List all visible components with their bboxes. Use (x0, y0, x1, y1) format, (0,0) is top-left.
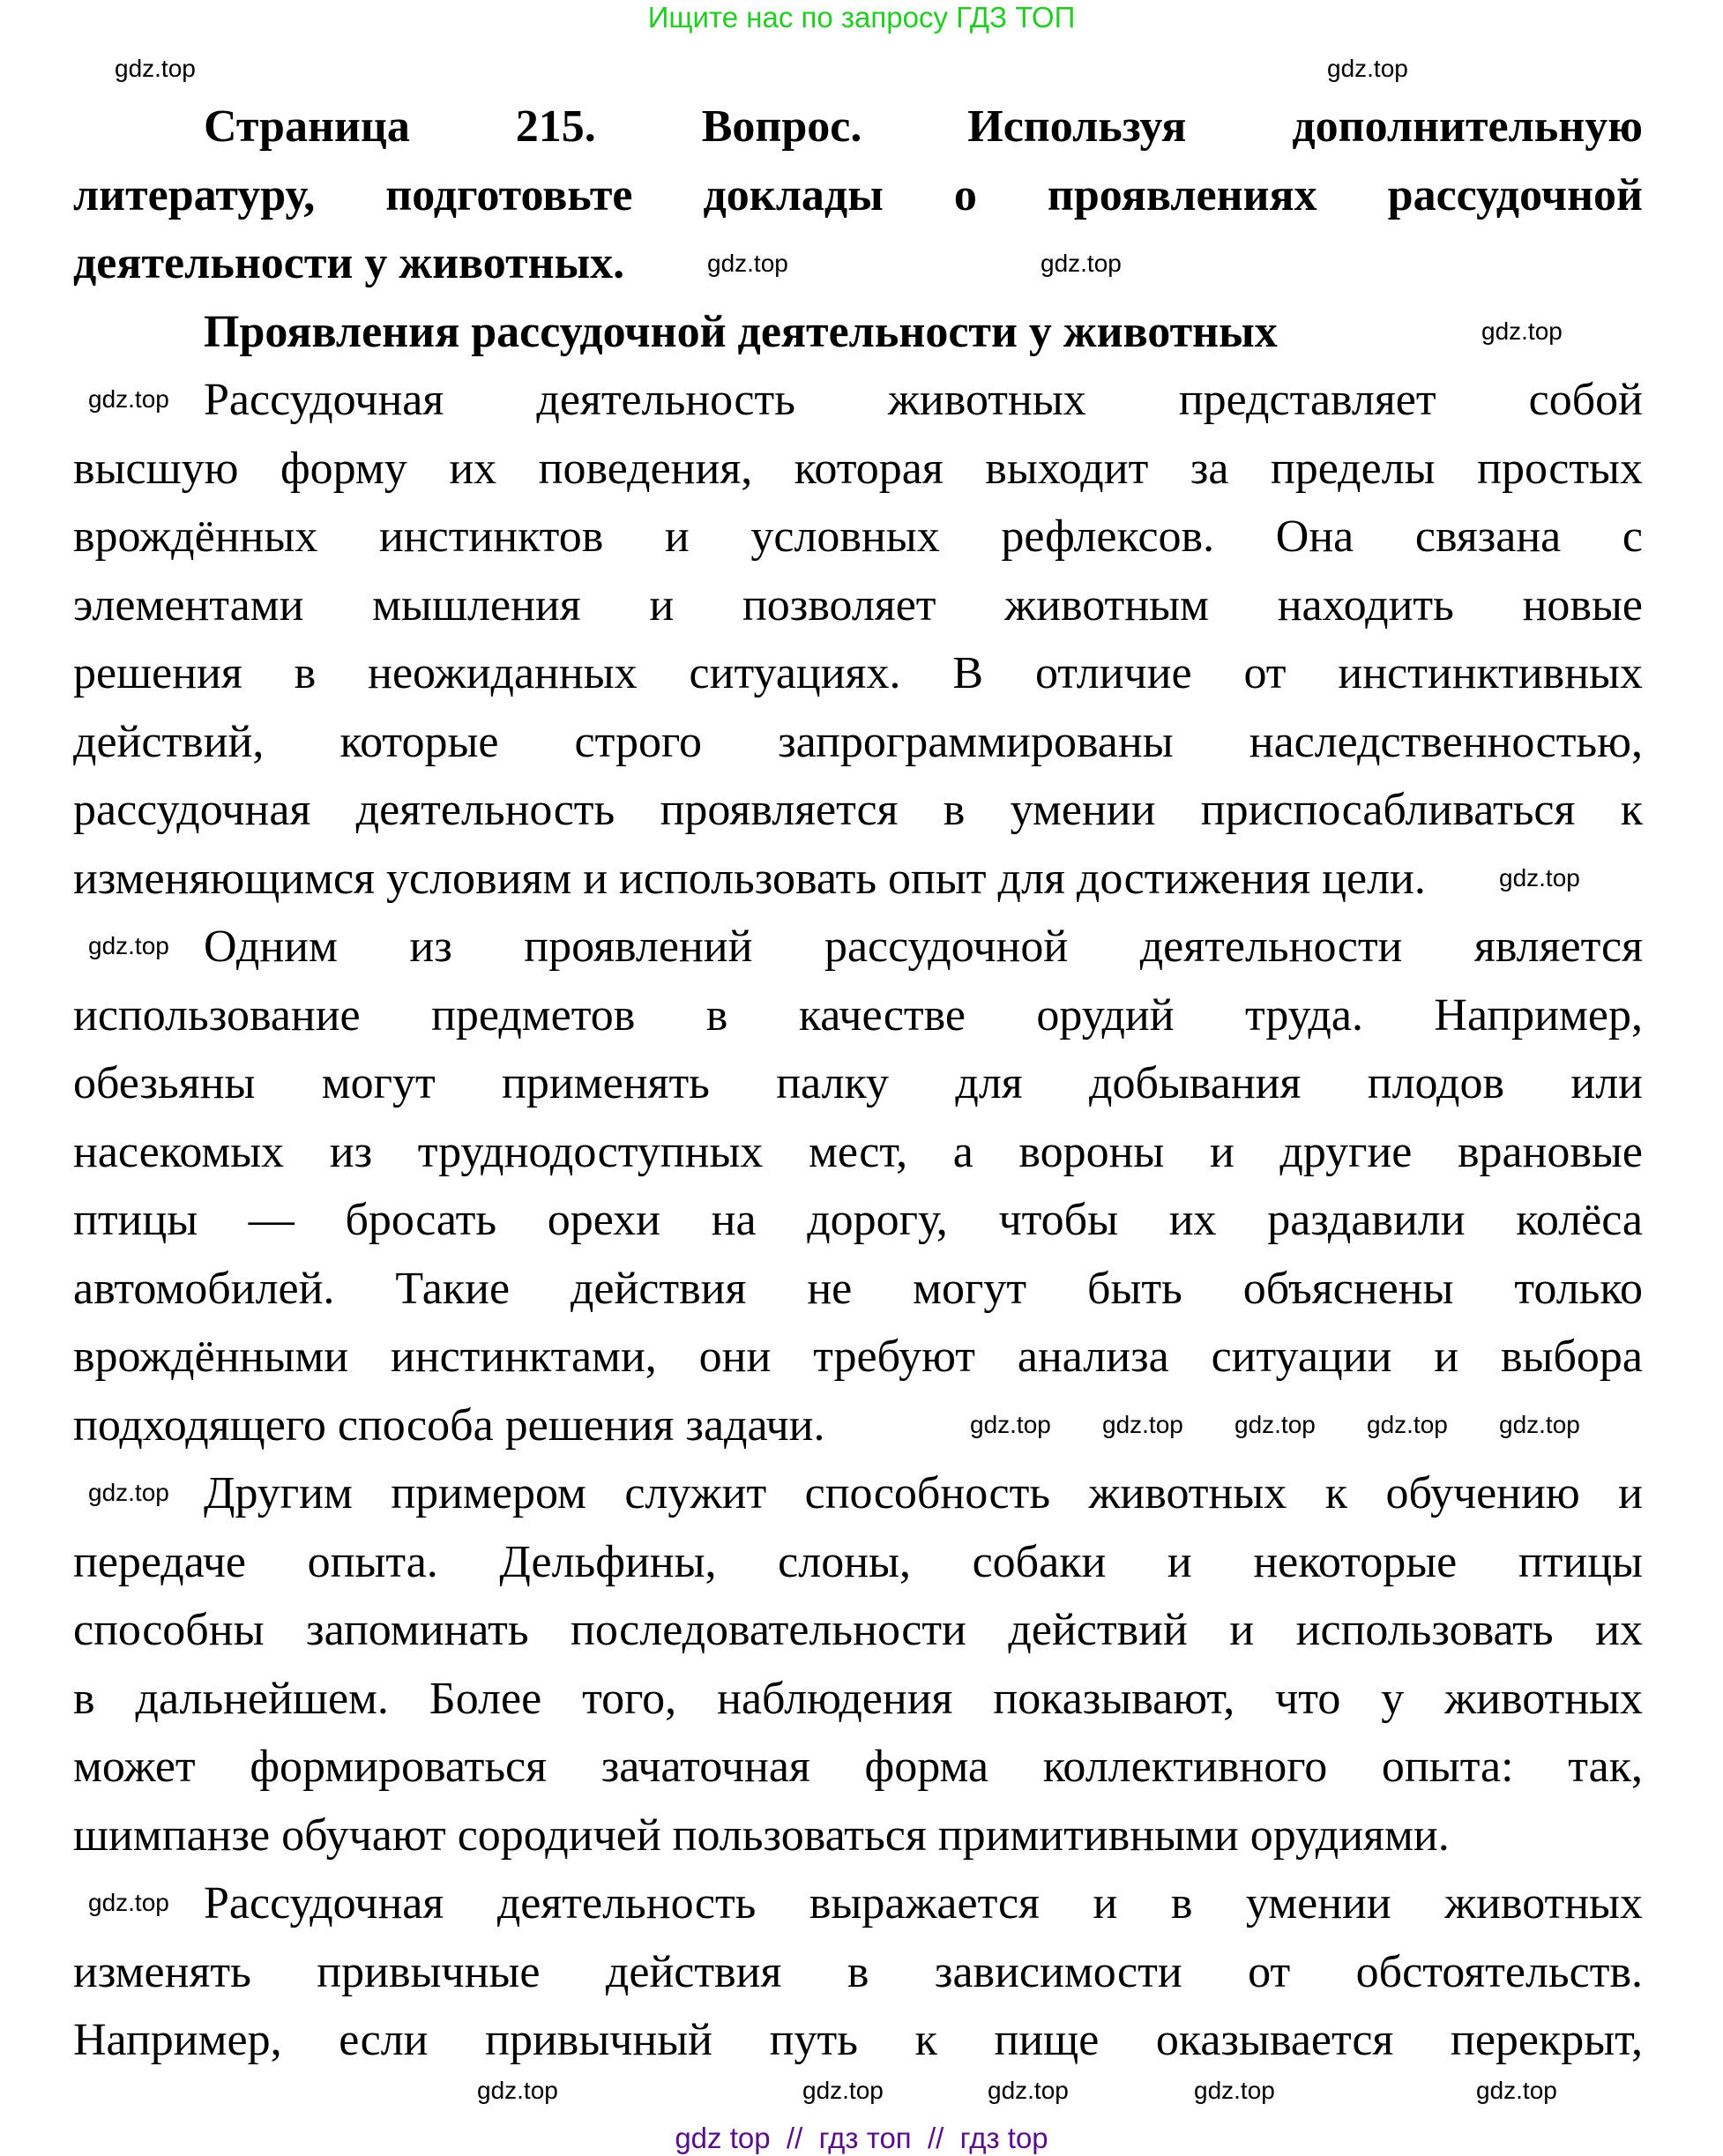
watermark-text: gdz.top (1499, 1411, 1580, 1438)
watermark-text: gdz.top (88, 1889, 169, 1916)
paragraph-line: врождёнными инстинктами, они требуют анализа ситуации и выбора (73, 1332, 1643, 1382)
paragraph-line: Одним из проявлений рассудочной деятельности является (204, 921, 1643, 972)
watermark-text: gdz.top (1041, 250, 1122, 277)
paragraph-line: насекомых из труднодоступных мест, а вороны и другие врановые (73, 1126, 1643, 1177)
watermark-text: gdz.top (1476, 2077, 1557, 2104)
paragraph-line: птицы — бросать орехи на дорогу, чтобы их раздавили колёса (73, 1195, 1643, 1245)
watermark-text: gdz.top (802, 2077, 884, 2104)
watermark-text: gdz.top (88, 385, 169, 413)
paragraph-line: передаче опыта. Дельфины, слоны, собаки и некоторые птицы (73, 1536, 1643, 1587)
paragraph-line: шимпанзе обучают сородичей пользоваться примитивными орудиями. (73, 1809, 1450, 1861)
paragraph-line: изменяющимся условиям и использовать опыт для достижения цели. (73, 853, 1426, 904)
watermark-text: gdz.top (988, 2077, 1069, 2104)
paragraph-line: может формироваться зачаточная форма коллективного опыта: так, (73, 1742, 1643, 1792)
watermark-text: gdz.top (1234, 1411, 1316, 1438)
paragraph-line: изменять привычные действия в зависимости от обстоятельств. (73, 1946, 1643, 1997)
watermark-text: gdz.top (970, 1411, 1051, 1438)
question-line: Страница 215. Вопрос. Используя дополнительную (204, 101, 1643, 152)
watermark-text: gdz.top (477, 2077, 558, 2104)
watermark-text: gdz.top (1367, 1411, 1448, 1438)
paragraph-line: обезьяны могут применять палку для добывания плодов или (73, 1058, 1643, 1108)
search-banner: Ищите нас по запросу ГДЗ ТОП (647, 1, 1076, 34)
watermark-text: gdz.top (88, 1479, 169, 1506)
paragraph-line: использование предметов в качестве орудий труда. Например, (73, 989, 1643, 1041)
paragraph-line: врождённых инстинктов и условных рефлексов. Она связана с (73, 511, 1643, 562)
watermark-text: gdz.top (1102, 1411, 1183, 1438)
paragraph-line: подходящего способа решения задачи. (73, 1399, 825, 1451)
watermark-text: gdz.top (1327, 55, 1408, 82)
paragraph-line: Рассудочная деятельность выражается и в умении животных (204, 1878, 1643, 1928)
question-line: литературу, подготовьте доклады о проявлениях рассудочной (73, 169, 1643, 220)
paragraph-line: рассудочная деятельность проявляется в умении приспосабливаться к (73, 785, 1643, 835)
watermark-text: gdz.top (1499, 864, 1580, 891)
paragraph-line: автомобилей. Такие действия не могут быть объяснены только (73, 1263, 1643, 1314)
section-title: Проявления рассудочной деятельности у животных (204, 306, 1278, 357)
watermark-text: gdz.top (707, 250, 788, 277)
paragraph-line: в дальнейшем. Более того, наблюдения показывают, что у животных (73, 1673, 1643, 1724)
question-line: деятельности у животных. (73, 238, 625, 288)
paragraph-line: действий, которые строго запрограммированы наследственностью, (73, 716, 1643, 767)
paragraph-line: Другим примером служит способность животных к обучению и (204, 1468, 1643, 1518)
paragraph-line: Например, если привычный путь к пище оказывается перекрыт, (73, 2015, 1643, 2065)
paragraph-line: высшую форму их поведения, которая выходит за пределы простых (73, 443, 1643, 494)
paragraph-line: элементами мышления и позволяет животным находить новые (73, 579, 1643, 630)
paragraph-line: Рассудочная деятельность животных представляет собой (204, 375, 1643, 425)
watermark-text: gdz.top (1194, 2077, 1275, 2104)
watermark-text: gdz.top (1481, 317, 1563, 345)
watermark-text: gdz.top (115, 55, 196, 82)
watermark-text: gdz.top (88, 932, 169, 959)
paragraph-line: способны запоминать последовательности действий и использовать их (73, 1605, 1643, 1655)
footer-watermark: gdz top // гдз топ // гдз top (675, 2122, 1048, 2154)
paragraph-line: решения в неожиданных ситуациях. В отличие от инстинктивных (73, 648, 1643, 698)
